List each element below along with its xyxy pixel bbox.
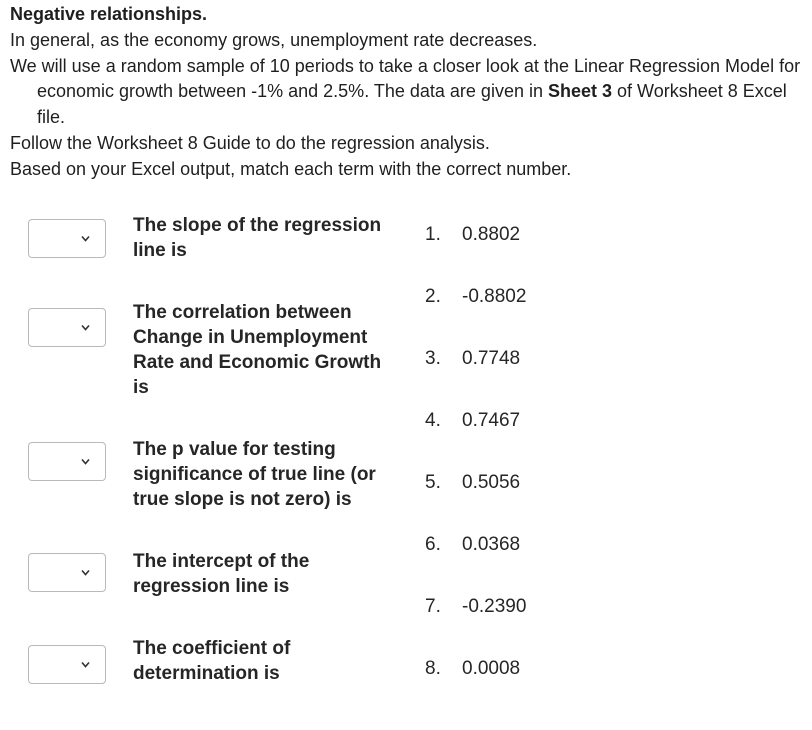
answer-select-4[interactable] [28,553,106,592]
term-correlation: The correlation between Change in Unemployment Rate and Economic Growth is [133,302,382,398]
term-p-value: The p value for testing significance of true line (or true slope is not zero) is [133,439,376,510]
option-value: -0.2390 [462,596,527,617]
answer-select-3[interactable] [28,442,106,481]
chevron-down-icon [81,660,90,669]
answer-select-2[interactable] [28,308,106,347]
option-4: 4. 0.7467 [425,410,521,431]
option-value: 0.0008 [462,658,521,679]
term-intercept: The intercept of the regression line is [133,551,310,597]
option-2: 2. -0.8802 [425,286,527,307]
option-5: 5. 0.5056 [425,472,521,493]
chevron-down-icon [81,323,90,332]
intro-line-2-tail: of Worksheet 8 Excel file. [37,81,787,128]
sheet-reference: Sheet 3 [547,81,613,102]
intro-line-4: Based on your Excel output, match each term with the correct number. [10,158,572,179]
answer-select-1[interactable] [28,219,106,258]
option-6: 6. 0.0368 [425,534,521,555]
answer-select-5[interactable] [28,645,106,684]
intro-line-3: Follow the Worksheet 8 Guide to do the regression analysis. [10,132,490,153]
option-value: 0.5056 [462,472,521,493]
intro-line-2-text: We will use a random sample of 10 periods to take a closer look at the Linear Regression Model for economic growth between -1% and 2.5%. The data are given in [10,55,801,102]
intro-line-2 [10,54,805,131]
question-heading: Negative relationships. [10,4,208,24]
intro-line-1: In general, as the economy grows, unemployment rate decreases. [10,29,538,50]
option-3: 3. 0.7748 [425,348,521,369]
chevron-down-icon [81,234,90,243]
option-7: 7. -0.2390 [425,596,527,617]
option-value: 0.7748 [462,348,521,369]
chevron-down-icon [81,457,90,466]
term-coefficient-of-determination: The coefficient of determination is [133,638,291,684]
option-value: -0.8802 [462,286,527,307]
option-1: 1. 0.8802 [425,224,521,245]
option-value: 0.8802 [462,224,521,245]
chevron-down-icon [81,568,90,577]
option-value: 0.0368 [462,534,521,555]
term-slope: The slope of the regression line is [133,215,382,261]
option-value: 0.7467 [462,410,521,431]
option-8: 8. 0.0008 [425,658,521,679]
instructions [10,2,805,183]
